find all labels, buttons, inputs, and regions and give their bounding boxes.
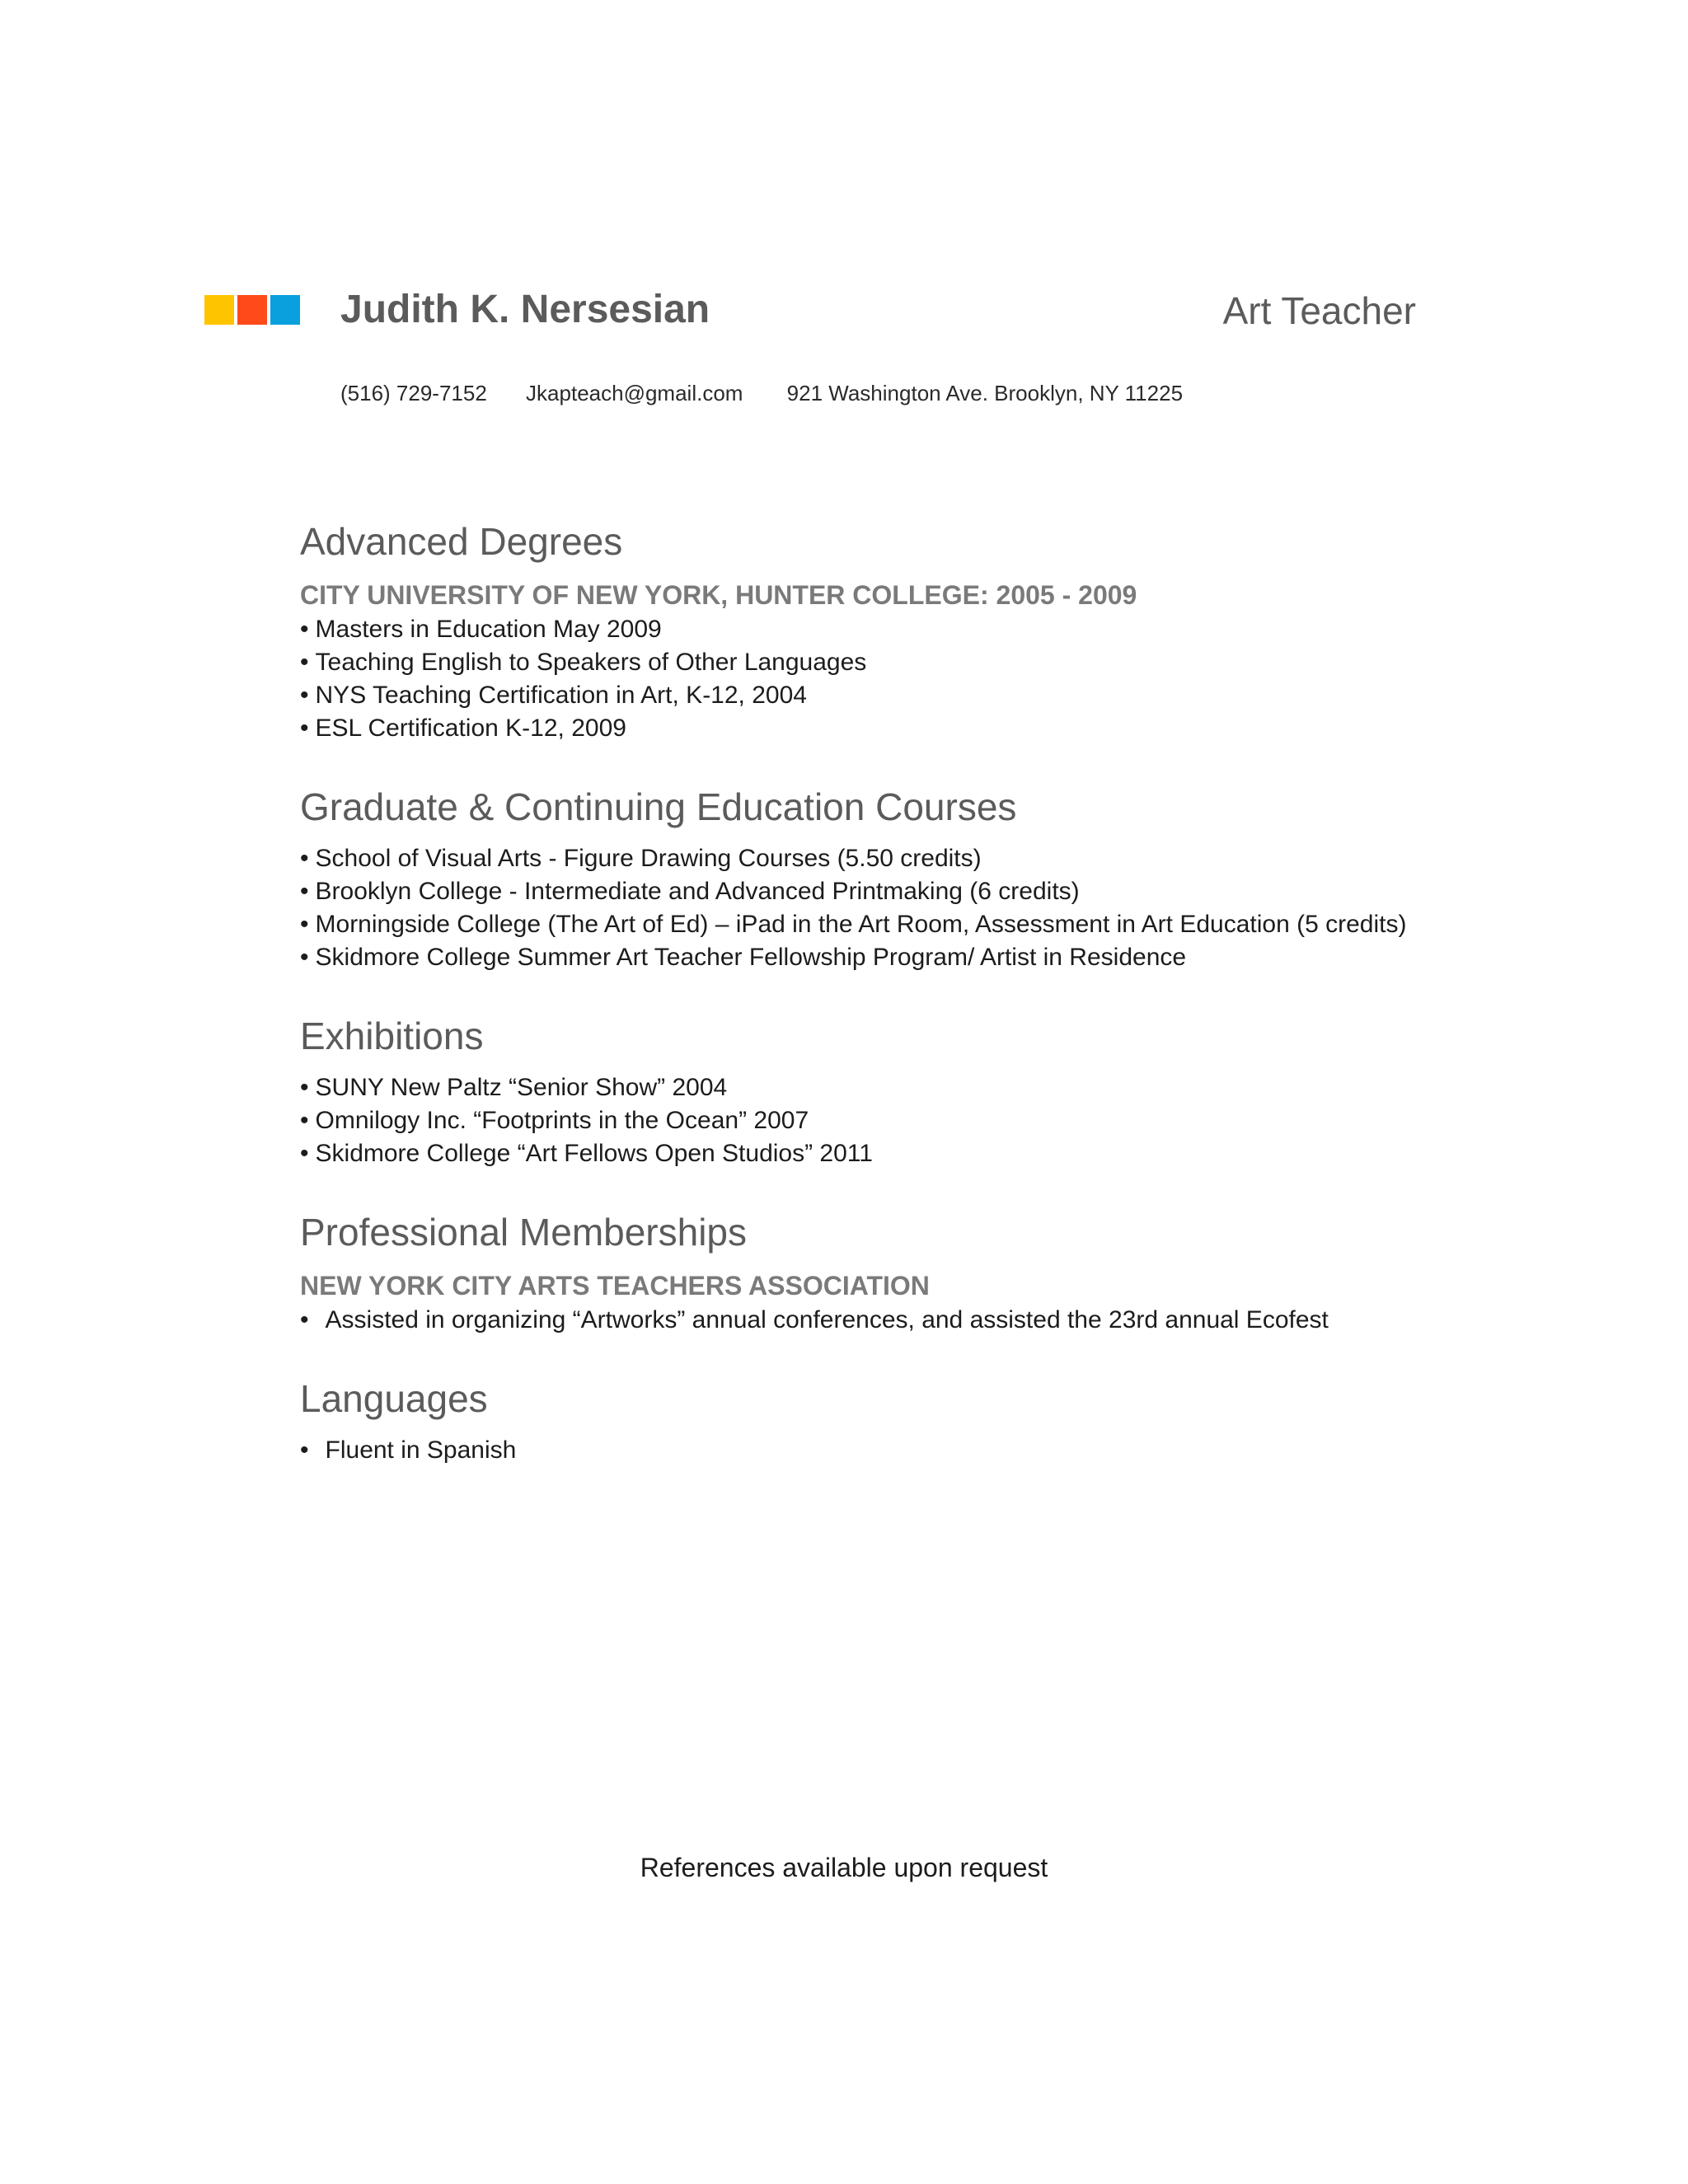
section-advanced-degrees	[300, 518, 1454, 745]
list-item: • Masters in Education May 2009	[300, 616, 662, 643]
logo-square-red	[237, 295, 267, 325]
section-title: Advanced Degrees	[300, 520, 623, 563]
resume-body	[300, 518, 1454, 1467]
section-title: Exhibitions	[300, 1015, 484, 1057]
contact-email: Jkapteach@gmail.com	[526, 381, 743, 405]
list-item: • SUNY New Paltz “Senior Show” 2004	[300, 1074, 728, 1101]
exhibition-list	[300, 1071, 1454, 1170]
list-item: • Teaching English to Speakers of Other Languages	[300, 649, 867, 676]
list-item: • Brooklyn College - Intermediate and Advanced Printmaking (6 credits)	[300, 878, 1080, 905]
list-item: • Skidmore College Summer Art Teacher Fellowship Program/ Artist in Residence	[300, 944, 1187, 971]
list-item: • Fluent in Spanish	[300, 1436, 517, 1464]
logo	[204, 295, 300, 325]
section-memberships	[300, 1208, 1454, 1337]
contact-phone: (516) 729-7152	[340, 381, 487, 405]
section-title: Languages	[300, 1377, 488, 1420]
course-list	[300, 842, 1454, 974]
section-subheading: CITY UNIVERSITY OF NEW YORK, HUNTER COLLEGE: 2005 - 2009	[300, 580, 1137, 610]
section-exhibitions	[300, 1012, 1454, 1170]
section-title: Professional Memberships	[300, 1211, 748, 1254]
logo-square-blue	[270, 295, 300, 325]
section-title: Graduate & Continuing Education Courses	[300, 785, 1017, 828]
list-item: • Morningside College (The Art of Ed) – iPad in the Art Room, Assessment in Art Education (5 credits)	[300, 911, 1407, 938]
degree-list	[300, 613, 1454, 745]
language-list	[300, 1434, 1454, 1467]
list-item: • ESL Certification K-12, 2009	[300, 715, 626, 742]
list-item: • Omnilogy Inc. “Footprints in the Ocean” 2007	[300, 1107, 809, 1134]
contact-line	[340, 381, 1183, 406]
candidate-name: Judith K. Nersesian	[340, 288, 710, 331]
section-languages	[300, 1375, 1454, 1467]
list-item: • Skidmore College “Art Fellows Open Studios” 2011	[300, 1140, 873, 1167]
contact-address: 921 Washington Ave. Brooklyn, NY 11225	[786, 381, 1184, 405]
logo-square-yellow	[204, 295, 234, 325]
section-courses	[300, 783, 1454, 974]
section-subheading: NEW YORK CITY ARTS TEACHERS ASSOCIATION	[300, 1271, 930, 1301]
membership-list	[300, 1304, 1454, 1337]
references-note: References available upon request	[640, 1853, 1048, 1882]
list-item: • School of Visual Arts - Figure Drawing Courses (5.50 credits)	[300, 845, 982, 872]
list-item: • Assisted in organizing “Artworks” annual conferences, and assisted the 23rd annual Ecofest	[300, 1306, 1329, 1333]
job-title: Art Teacher	[1222, 289, 1416, 332]
list-item: • NYS Teaching Certification in Art, K-12, 2004	[300, 682, 807, 709]
